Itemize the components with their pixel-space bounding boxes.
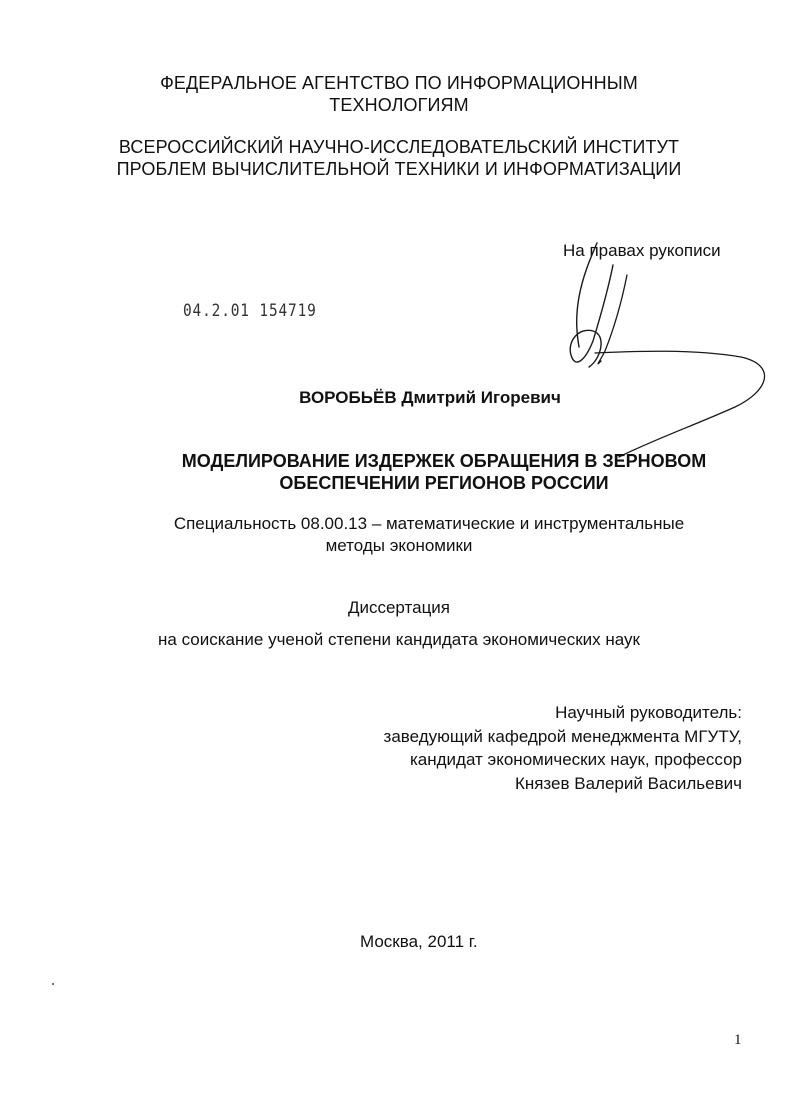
author-name: ВОРОБЬЁВ Дмитрий Игоревич (299, 388, 561, 407)
thesis-title (168, 450, 720, 494)
agency-line-2: ТЕХНОЛОГИЯМ (329, 95, 469, 115)
specialty (0, 513, 798, 557)
specialty-line-1: Специальность 08.00.13 – математические и инструментальные (173, 514, 685, 533)
signature (555, 235, 785, 475)
scan-speck (52, 983, 54, 985)
agency-line-1: ФЕДЕРАЛЬНОЕ АГЕНТСТВО ПО ИНФОРМАЦИОННЫМ (160, 73, 638, 93)
work-type: Диссертация (347, 598, 451, 617)
institute-name (0, 136, 798, 180)
advisor-line-3: кандидат экономических наук, профессор (409, 750, 742, 769)
degree-sought: на соискание ученой степени кандидата экономических наук (158, 630, 640, 649)
thesis-title-line-1: МОДЕЛИРОВАНИЕ ИЗДЕРЖЕК ОБРАЩЕНИЯ В ЗЕРНОВОМ (181, 451, 707, 471)
institute-line-2: ПРОБЛЕМ ВЫЧИСЛИТЕЛЬНОЙ ТЕХНИКИ И ИНФОРМАТИЗАЦИИ (116, 159, 682, 179)
manuscript-rights-note: На правах рукописи (563, 241, 721, 260)
page-number: 1 (734, 1032, 742, 1048)
place-and-year: Москва, 2011 г. (360, 932, 478, 951)
specialty-line-2: методы экономики (325, 536, 473, 555)
scientific-advisor (384, 701, 742, 795)
advisor-line-2: заведующий кафедрой менеджмента МГУТУ, (383, 726, 742, 746)
registration-stamp-number: 04.2.01 154719 (183, 301, 317, 321)
institute-line-1: ВСЕРОССИЙСКИЙ НАУЧНО-ИССЛЕДОВАТЕЛЬСКИЙ ИНСТИТУТ (118, 137, 680, 157)
agency-name (0, 72, 798, 116)
advisor-line-1: Научный руководитель: (555, 703, 742, 722)
thesis-title-line-2: ОБЕСПЕЧЕНИИ РЕГИОНОВ РОССИИ (279, 473, 609, 493)
advisor-line-4: Князев Валерий Васильевич (514, 773, 742, 793)
